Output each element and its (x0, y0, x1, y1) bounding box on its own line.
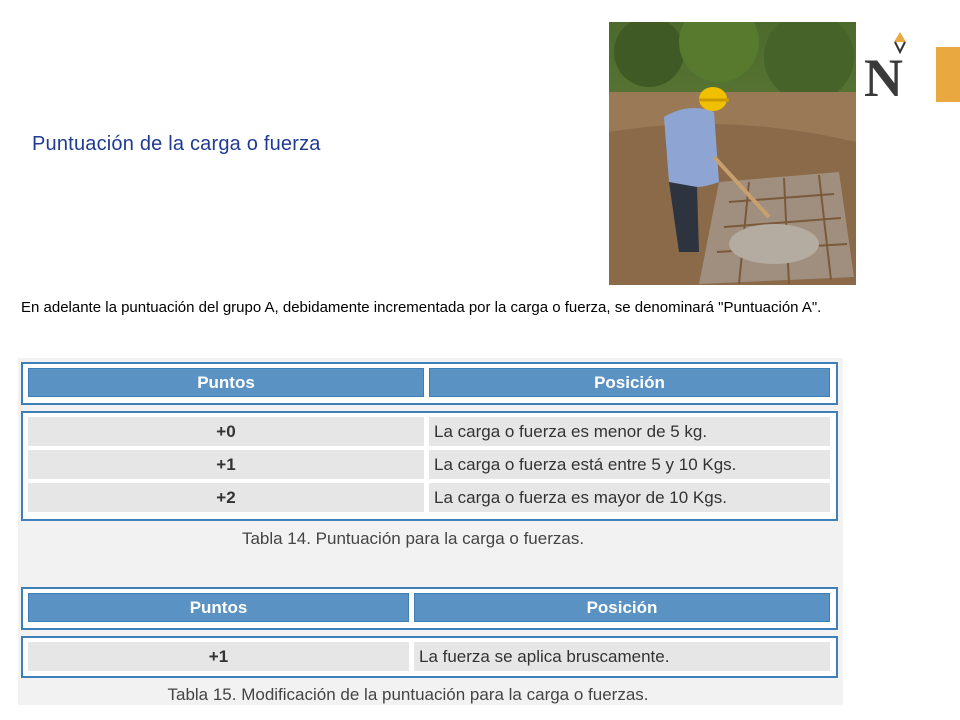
table14-header-points: Puntos (28, 368, 424, 397)
table14-desc-cell: La carga o fuerza es mayor de 10 Kgs. (429, 483, 830, 512)
worker-photo (609, 22, 856, 285)
table14-points-cell: +2 (28, 483, 424, 512)
table-row (28, 483, 831, 512)
table15-header-points: Puntos (28, 593, 409, 622)
table14-header (21, 362, 838, 405)
table14-points-cell: +0 (28, 417, 424, 446)
table14-body (21, 411, 838, 521)
table15-body (21, 636, 838, 678)
table15-caption: Tabla 15. Modificación de la puntuación para la carga o fuerzas. (167, 685, 649, 704)
svg-text:N: N (864, 48, 903, 102)
table14-desc-cell: La carga o fuerza está entre 5 y 10 Kgs. (429, 450, 830, 479)
table-row (28, 417, 831, 446)
table-row (28, 642, 831, 671)
table15-header-position: Posición (414, 593, 830, 622)
table14-header-position: Posición (429, 368, 830, 397)
table-row (28, 450, 831, 479)
table14-desc-cell: La carga o fuerza es menor de 5 kg. (429, 417, 830, 446)
brand-logo (862, 30, 914, 102)
accent-bar (936, 47, 960, 102)
table15-header (21, 587, 838, 630)
table14-caption: Tabla 14. Puntuación para la carga o fuerzas. (241, 529, 585, 548)
table15-points-cell: +1 (28, 642, 409, 671)
table15-desc-cell: La fuerza se aplica bruscamente. (414, 642, 830, 671)
intro-paragraph: En adelante la puntuación del grupo A, debidamente incrementada por la carga o fuerza, se denominará "Puntuación A". (21, 299, 822, 316)
page-title: Puntuación de la carga o fuerza (32, 133, 321, 155)
table14-points-cell: +1 (28, 450, 424, 479)
